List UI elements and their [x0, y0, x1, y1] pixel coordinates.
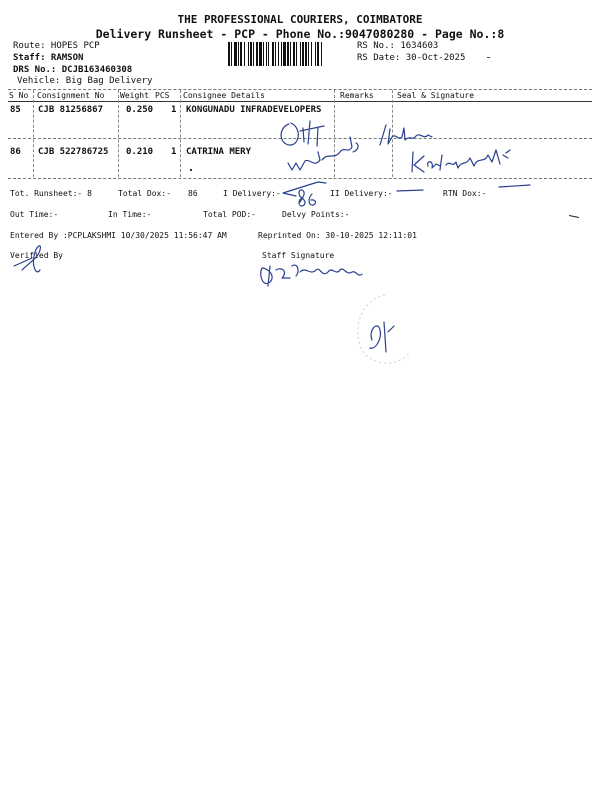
- col-header-remarks: Remarks: [340, 91, 374, 100]
- vehicle-text: Vehicle: Big Bag Delivery: [17, 76, 153, 86]
- handwritten-verified-mark: [14, 246, 40, 272]
- ii-delivery-label: II Delivery:-: [330, 189, 393, 198]
- handwritten-dash: [397, 190, 423, 191]
- company-name: THE PROFESSIONAL COURIERS, COIMBATORE: [177, 13, 423, 26]
- rtn-dox-label: RTN Dox:-: [443, 189, 487, 198]
- in-time-label: In Time:-: [108, 210, 152, 219]
- handwritten-staff-signature: [261, 265, 362, 286]
- i-delivery-label: I Delivery:-: [223, 189, 281, 198]
- reprinted-on: Reprinted On: 30-10-2025 12:11:01: [258, 231, 417, 240]
- total-dox-label: Total Dox:-: [118, 189, 171, 198]
- handwritten-signature-row2: [412, 150, 510, 172]
- col-header-pcs: PCS: [155, 91, 170, 100]
- total-dox-value: 86: [188, 189, 198, 198]
- handwritten-signature-row1: [380, 125, 432, 145]
- col-header-consignee: Consignee Details: [183, 91, 265, 100]
- handwritten-remark: [288, 137, 358, 170]
- row-pcs: 1: [171, 105, 177, 115]
- row-weight: 0.250: [126, 105, 154, 115]
- row-pcs: 1: [171, 147, 177, 157]
- runsheet-subtitle: Delivery Runsheet - PCP - Phone No.:9047080280 - Page No.:8: [95, 27, 505, 41]
- row-consignee: KONGUNADU INFRADEVELOPERS: [186, 105, 322, 115]
- total-runsheet: Tot. Runsheet:- 8: [10, 189, 92, 198]
- handwritten-ot: [281, 121, 324, 146]
- row-sno: 85: [10, 105, 21, 115]
- out-time-label: Out Time:-: [10, 210, 59, 219]
- handwritten-delivery-mark: [283, 182, 326, 206]
- delivery-points-label: Delvy Points:-: [282, 210, 350, 219]
- handwritten-dash: [499, 185, 530, 187]
- rs-date: RS Date: 30-Oct-2025: [357, 53, 466, 63]
- verified-by-label: Verified By: [10, 251, 63, 260]
- entered-by: Entered By :PCPLAKSHMI 10/30/2025 11:56:47 AM: [10, 231, 227, 240]
- row-consignment-no: CJB 81256867: [38, 105, 104, 115]
- staff-signature-label: Staff Signature: [262, 251, 335, 260]
- col-header-consignment: Consignment No: [37, 91, 105, 100]
- row-consignment-no: CJB 522786725: [38, 147, 109, 157]
- col-header-weight: Weight: [120, 91, 149, 100]
- scan-artifact: [487, 57, 490, 58]
- staff-text: Staff: RAMSON: [13, 53, 84, 63]
- row-sno: 86: [10, 147, 21, 157]
- col-header-sno: S No: [9, 91, 29, 100]
- faint-stamp-mark: [350, 290, 420, 370]
- row-weight: 0.210: [126, 147, 154, 157]
- route-text: Route: HOPES PCP: [13, 41, 100, 51]
- total-pod-label: Total POD:-: [203, 210, 256, 219]
- col-header-seal: Seal & Signature: [397, 91, 475, 100]
- row-consignee: CATRINA MERY: [186, 147, 252, 157]
- drs-number: DRS No.: DCJB163460308: [13, 65, 133, 75]
- rs-number: RS No.: 1634603: [357, 41, 439, 51]
